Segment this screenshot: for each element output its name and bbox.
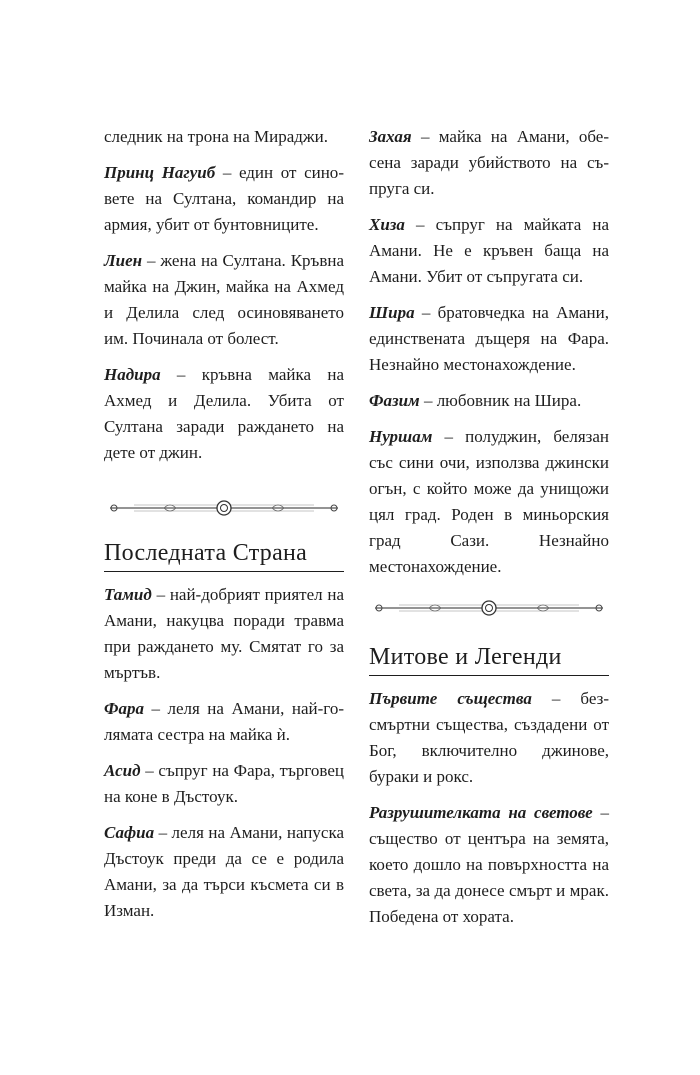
entry-text: – безсмъртни същества, създадени от Бог, включително джинове, бураки и рокс. [369,689,609,786]
left-column [104,124,344,934]
divider-ornament-icon [369,596,609,620]
entry-term: Нуршам [369,427,433,446]
glossary-entry [104,160,344,238]
entry-term: Хиза [369,215,405,234]
entry-term: Лиен [104,251,143,270]
glossary-entry [369,212,609,290]
glossary-entry [104,582,344,686]
entry-text: – братовчедка на Амани, единствената дъщеря на Фара. Незнайно местонахождение. [369,303,609,374]
entry-term: Тамид [104,585,152,604]
entry-term: Първите същества [369,689,532,708]
entry-term: Асид [104,761,141,780]
entry-text: – съпруг на Фара, търговец на коне в Дъстоук. [104,761,344,806]
glossary-entry [369,424,609,580]
glossary-entry [369,800,609,930]
entry-term: Сафиа [104,823,155,842]
entry-term: Фазим [369,391,420,410]
entry-text: – майка на Амани, обесена заради убийството на съпруга си. [369,127,609,198]
entry-text: – леля на Амани, напуска Дъстоук преди да се е родила Амани, за да търси късмета си в Изман. [104,823,344,920]
glossary-entry [369,124,609,202]
entry-text: – полуджин, белязан със сини очи, използва джински огън, с който може да унищожи цял град. Роден в миньорския град Сази. Незнайно местонахождение. [369,427,609,576]
entry-term: Принц Нагуиб [104,163,216,182]
glossary-entry [104,362,344,466]
entry-term: Фара [104,699,144,718]
glossary-entry [104,696,344,748]
glossary-entry [104,758,344,810]
entry-term: Захая [369,127,412,146]
glossary-entry [369,686,609,790]
divider-ornament-icon [104,496,344,520]
entry-term: Надира [104,365,161,384]
section-title: Последната Страна [104,538,344,572]
glossary-entry [369,300,609,378]
entry-text: – същество от центъра на земята, което дошло на повърхността на света, за да донесе смърт и мрак. Победена от хората. [369,803,609,926]
glossary-entry [104,820,344,924]
entry-text: – един от синовете на Султана, командир на армия, убит от бунтовниците. [104,163,344,234]
glossary-entry [104,248,344,352]
entry-text: – съпруг на майката на Амани. Не е кръвен баща на Амани. Убит от съпругата си. [369,215,609,286]
entry-term: Шира [369,303,415,322]
entry-text: – кръвна майка на Ахмед и Делила. Убита от Султана заради раждането на дете от джин. [104,365,344,462]
glossary-entry [369,388,609,414]
entry-text: – любовник на Шира. [419,391,582,410]
glossary-entry: следник на трона на Мираджи. [104,127,329,146]
entry-term: Разрушителката на светове [369,803,593,822]
entry-text: – най-добрият приятел на Амани, накуцва поради травма при раждането му. Смятат го за мъртъв. [104,585,344,682]
section-title: Митове и Легенди [369,642,609,676]
entry-text: – жена на Султана. Кръвна майка на Джин, майка на Ахмед и Делила след осиновяването им. Починала от болест. [104,251,344,348]
right-column [369,124,609,940]
entry-text: – леля на Амани, най-голямата сестра на майка ѝ. [104,699,344,744]
